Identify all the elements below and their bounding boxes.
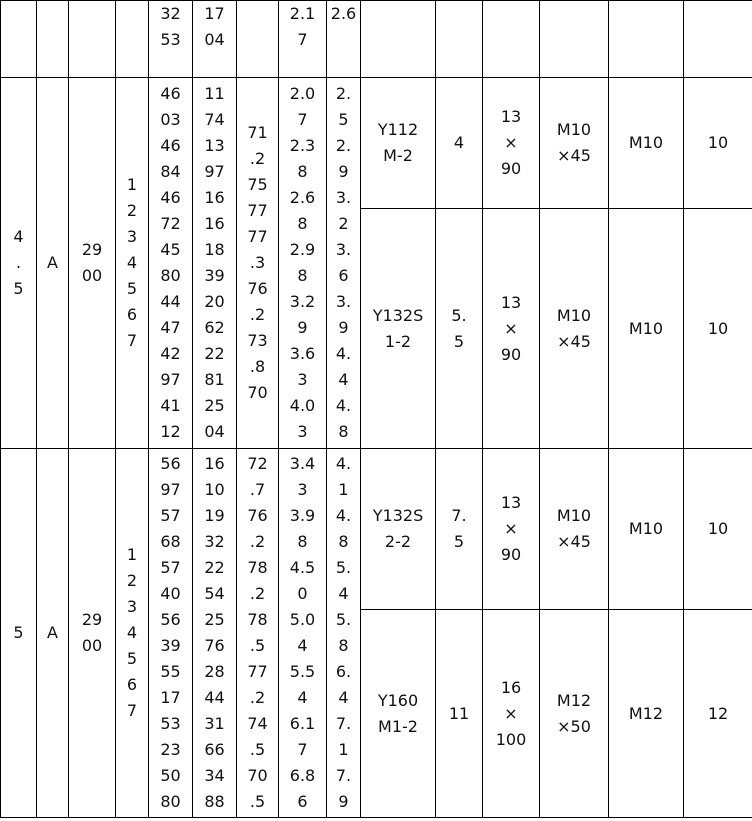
points-cell: 1 2 3 4 5 6 7 (116, 78, 149, 449)
flow-a-cell: 46 03 46 84 46 72 45 80 44 47 42 97 41 12 (149, 78, 193, 449)
motor-model-cell (361, 1, 436, 78)
nut-cell: M12 (609, 610, 684, 818)
bolt-cell: M10 ×45 (540, 449, 609, 610)
bolt-cell: M12 ×50 (540, 610, 609, 818)
nut-cell: M10 (609, 449, 684, 610)
quantity-cell (684, 1, 752, 78)
nut-cell: M10 (609, 209, 684, 449)
flow-a-cell: 56 97 57 68 57 40 56 39 55 17 53 23 50 80 (149, 449, 193, 818)
type-cell (37, 1, 69, 78)
inlet-size-cell: 16 × 100 (483, 610, 540, 818)
flow-b-cell: 17 04 (193, 1, 237, 78)
table-row (1, 449, 752, 610)
bolt-cell: M10 ×45 (540, 209, 609, 449)
flow-b-cell: 11 74 13 97 16 16 18 39 20 62 22 81 25 04 (193, 78, 237, 449)
inlet-size-cell (483, 1, 540, 78)
flow-b-cell: 16 10 19 32 22 54 25 76 28 44 31 66 34 88 (193, 449, 237, 818)
quantity-cell: 10 (684, 209, 752, 449)
power-cell: 5 (1, 449, 37, 818)
head-a-cell: 2.1 7 (279, 1, 327, 78)
motor-kw-cell: 5. 5 (436, 209, 483, 449)
points-cell (116, 1, 149, 78)
type-cell: A (37, 78, 69, 449)
motor-kw-cell: 7. 5 (436, 449, 483, 610)
inlet-size-cell: 13 × 90 (483, 78, 540, 209)
head-b-cell: 4. 1 4. 8 5. 4 5. 8 6. 4 7. 1 7. 9 (327, 449, 361, 818)
speed-cell: 29 00 (69, 449, 116, 818)
quantity-cell: 10 (684, 449, 752, 610)
efficiency-cell: 71 .2 75 77 77 .3 76 .2 73 .8 70 (237, 78, 279, 449)
head-a-cell: 3.4 3 3.9 8 4.5 0 5.0 4 5.5 4 6.1 7 6.8 6 (279, 449, 327, 818)
nut-cell: M10 (609, 78, 684, 209)
motor-kw-cell (436, 1, 483, 78)
motor-model-cell: Y160 M1-2 (361, 610, 436, 818)
quantity-cell: 10 (684, 78, 752, 209)
efficiency-cell: 72 .7 76 .2 78 .2 78 .5 77 .2 74 .5 70 .5 (237, 449, 279, 818)
quantity-cell: 12 (684, 610, 752, 818)
motor-model-cell: Y132S 1-2 (361, 209, 436, 449)
bolt-cell (540, 1, 609, 78)
head-a-cell: 2.0 7 2.3 8 2.6 8 2.9 8 3.2 9 3.6 3 4.0 3 (279, 78, 327, 449)
head-b-cell: 2. 5 2. 9 3. 2 3. 6 3. 9 4. 4 4. 8 (327, 78, 361, 449)
motor-model-cell: Y132S 2-2 (361, 449, 436, 610)
power-cell: 4 . 5 (1, 78, 37, 449)
motor-model-cell: Y112 M-2 (361, 78, 436, 209)
inlet-size-cell: 13 × 90 (483, 449, 540, 610)
power-cell (1, 1, 37, 78)
motor-kw-cell: 11 (436, 610, 483, 818)
bolt-cell: M10 ×45 (540, 78, 609, 209)
speed-cell (69, 1, 116, 78)
speed-cell: 29 00 (69, 78, 116, 449)
table-row (1, 1, 752, 78)
type-cell: A (37, 449, 69, 818)
head-b-cell: 2.6 (327, 1, 361, 78)
points-cell: 1 2 3 4 5 6 7 (116, 449, 149, 818)
flow-a-cell: 32 53 (149, 1, 193, 78)
motor-kw-cell: 4 (436, 78, 483, 209)
efficiency-cell (237, 1, 279, 78)
nut-cell (609, 1, 684, 78)
inlet-size-cell: 13 × 90 (483, 209, 540, 449)
table-row (1, 78, 752, 209)
